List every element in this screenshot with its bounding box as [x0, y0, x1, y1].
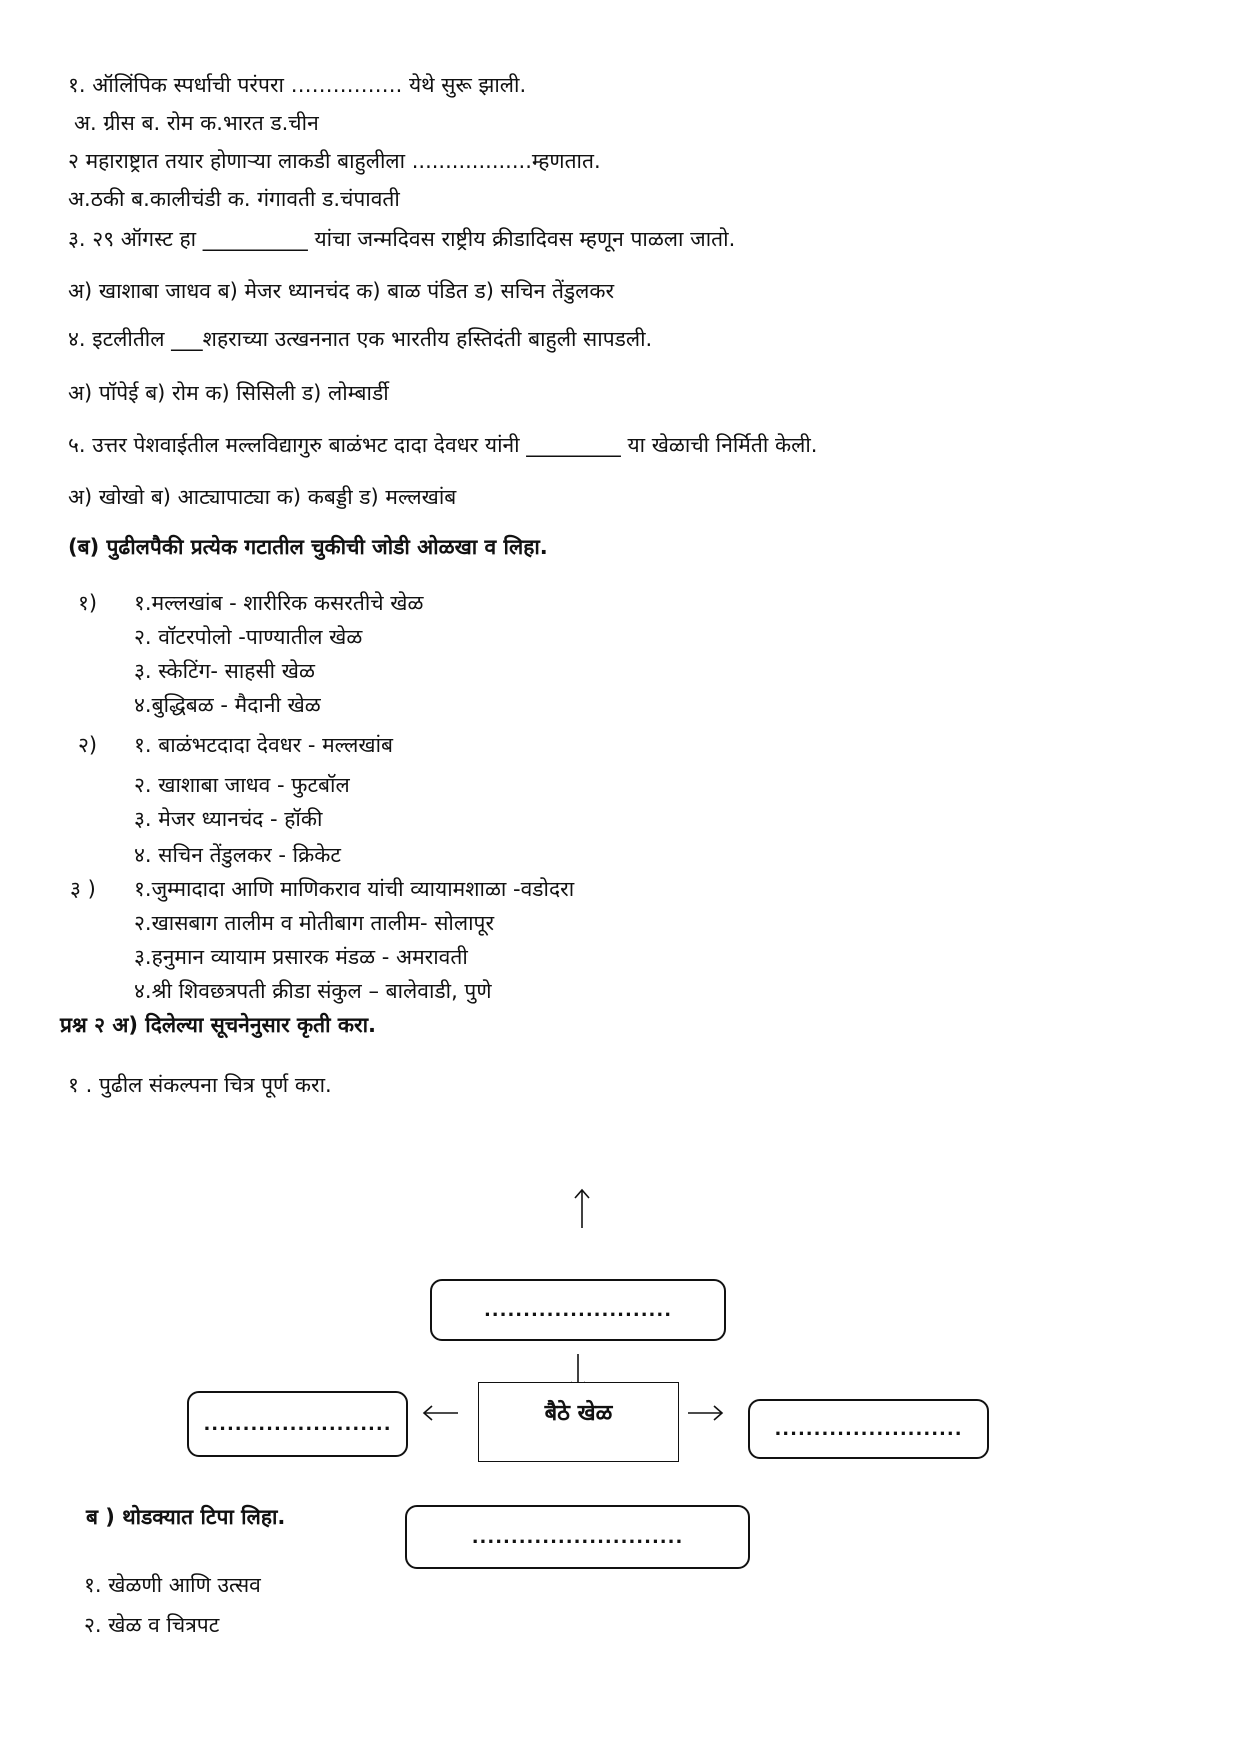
concept-blank-left[interactable]: ........................ — [187, 1391, 408, 1457]
group-1-item-1: १.मल्लखांब - शारीरिक कसरतीचे खेळ — [134, 591, 424, 615]
group-3-item-3: ३.हनुमान व्यायाम प्रसारक मंडळ - अमरावती — [134, 945, 468, 969]
group-1-item-3: ३. स्केटिंग- साहसी खेळ — [134, 659, 315, 683]
short-note-item-2: २. खेळ व चित्रपट — [84, 1613, 220, 1637]
group-2-number: २) — [78, 733, 98, 757]
group-3-item-1: १.जुम्मादादा आणि माणिकराव यांची व्यायामशाळा -वडोदरा — [134, 877, 575, 901]
concept-center-box: बैठे खेळ — [478, 1382, 679, 1462]
group-3-item-4: ४.श्री शिवछत्रपती क्रीडा संकुल – बालेवाडी, पुणे — [134, 979, 492, 1003]
question-4: ४. इटलीतील ___शहराच्या उत्खननात एक भारतीय हस्तिदंती बाहुली सापडली. — [68, 327, 653, 351]
group-3-item-2: २.खासबाग तालीम व मोतीबाग तालीम- सोलापूर — [134, 911, 495, 935]
group-2-item-4: ४. सचिन तेंडुलकर - क्रिकेट — [134, 843, 341, 867]
concept-map-instruction: १ . पुढील संकल्पना चित्र पूर्ण करा. — [68, 1073, 332, 1097]
question-3-options: अ) खाशाबा जाधव ब) मेजर ध्यानचंद क) बाळ पंडित ड) सचिन तेंडुलकर — [68, 279, 615, 303]
short-notes-heading: ब ) थोडक्यात टिपा लिहा. — [86, 1505, 286, 1529]
group-2-item-1: १. बाळंभटदादा देवधर - मल्लखांब — [134, 733, 393, 757]
concept-blank-bottom[interactable]: ........................... — [405, 1505, 750, 1569]
question-5-options: अ) खोखो ब) आट्यापाट्या क) कबड्डी ड) मल्लखांब — [68, 485, 457, 509]
group-2-item-3: ३. मेजर ध्यानचंद - हॉकी — [134, 807, 323, 831]
group-3-number: ३ ) — [70, 877, 96, 901]
section-b-heading: (ब) पुढीलपैकी प्रत्येक गटातील चुकीची जोडी ओळखा व लिहा. — [68, 535, 548, 559]
question-2-heading: प्रश्न २ अ) दिलेल्या सूचनेनुसार कृती करा. — [60, 1013, 377, 1037]
group-1-item-4: ४.बुद्धिबळ - मैदानी खेळ — [134, 693, 321, 717]
concept-blank-top[interactable]: ........................ — [430, 1279, 726, 1341]
group-1-number: १) — [78, 591, 98, 615]
question-2-options: अ.ठकी ब.कालीचंडी क. गंगावती ड.चंपावती — [68, 187, 400, 211]
question-2: २ महाराष्ट्रात तयार होणाऱ्या लाकडी बाहुलीला ..................म्हणतात. — [68, 149, 601, 173]
group-2-item-2: २. खाशाबा जाधव - फुटबॉल — [134, 773, 350, 797]
question-5: ५. उत्तर पेशवाईतील मल्लविद्यागुरु बाळंभट दादा देवधर यांनी _________ या खेळाची निर्मिती केली. — [68, 433, 818, 457]
short-note-item-1: १. खेळणी आणि उत्सव — [84, 1573, 261, 1597]
question-3: ३. २९ ऑगस्ट हा __________ यांचा जन्मदिवस राष्ट्रीय क्रीडादिवस म्हणून पाळला जातो. — [68, 227, 736, 251]
question-4-options: अ) पॉपेई ब) रोम क) सिसिली ड) लोम्बार्डी — [68, 381, 389, 405]
question-1-options: अ. ग्रीस ब. रोम क.भारत ड.चीन — [74, 111, 319, 135]
concept-blank-right[interactable]: ........................ — [748, 1399, 989, 1459]
group-1-item-2: २. वॉटरपोलो -पाण्यातील खेळ — [134, 625, 363, 649]
question-1: १. ऑलिंपिक स्पर्धाची परंपरा ……………. येथे सुरू झाली. — [68, 73, 527, 97]
